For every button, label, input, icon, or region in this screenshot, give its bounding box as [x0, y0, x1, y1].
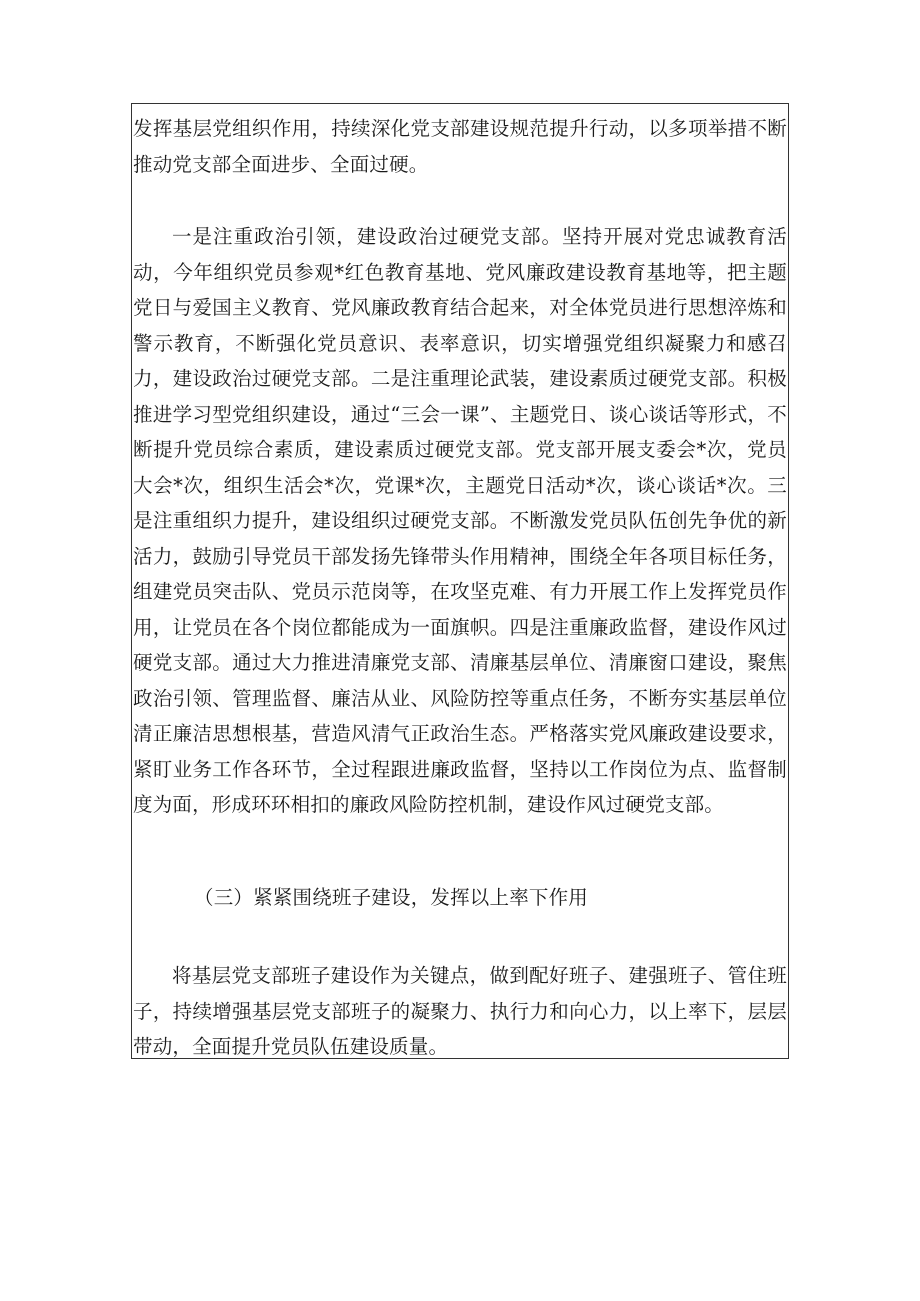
paragraph-four-measures: 一是注重政治引领，建设政治过硬党支部。坚持开展对党忠诚教育活动，今年组织党员参观*红色教育基地、党风廉政建设教育基地等，把主题党日与爱国主义教育、党风廉政教育结合起来，对全体党员进行思想淬炼和警示教育，不断强化党员意识、表率意识，切实增强党组织凝聚力和感召力，建设政治过硬党支部。二是注重理论武装，建设素质过硬党支部。积极推进学习型党组织建设，通过“三会一课”、主题党日、谈心谈话等形式，不断提升党员综合素质，建设素质过硬党支部。党支部开展支委会*次，党员大会*次，组织生活会*次，党课*次，主题党日活动*次，谈心谈话*次。三是注重组织力提升，建设组织过硬党支部。不断激发党员队伍创先争优的新活力，鼓励引导党员干部发扬先锋带头作用精神，围绕全年各项目标任务，组建党员突击队、党员示范岗等，在攻坚克难、有力开展工作上发挥党员作用，让党员在各个岗位都能成为一面旗帜。四是注重廉政监督，建设作风过硬党支部。通过大力推进清廉党支部、清廉基层单位、清廉窗口建设，聚焦政治引领、管理监督、廉洁从业、风险防控等重点任务，不断夯实基层单位清正廉洁思想根基，营造风清气正政治生态。严格落实党风廉政建设要求，紧盯业务工作各环节，全过程跟进廉政监督，坚持以工作岗位为点、监督制度为面，形成环环相扣的廉政风险防控机制，建设作风过硬党支部。 [133, 225, 787, 816]
paragraph-leadership-team: 将基层党支部班子建设作为关键点，做到配好班子、建强班子、管住班子，持续增强基层党支部班子的凝聚力、执行力和向心力，以上率下，层层带动，全面提升党员队伍建设质量。 [133, 964, 787, 1058]
section-heading-3: （三）紧紧围绕班子建设，发挥以上率下作用 [194, 886, 589, 909]
document-frame [131, 103, 789, 1059]
paragraph-intro-continuation: 发挥基层党组织作用，持续深化党支部建设规范提升行动，以多项举措不断推动党支部全面进步、全面过硬。 [133, 117, 787, 176]
